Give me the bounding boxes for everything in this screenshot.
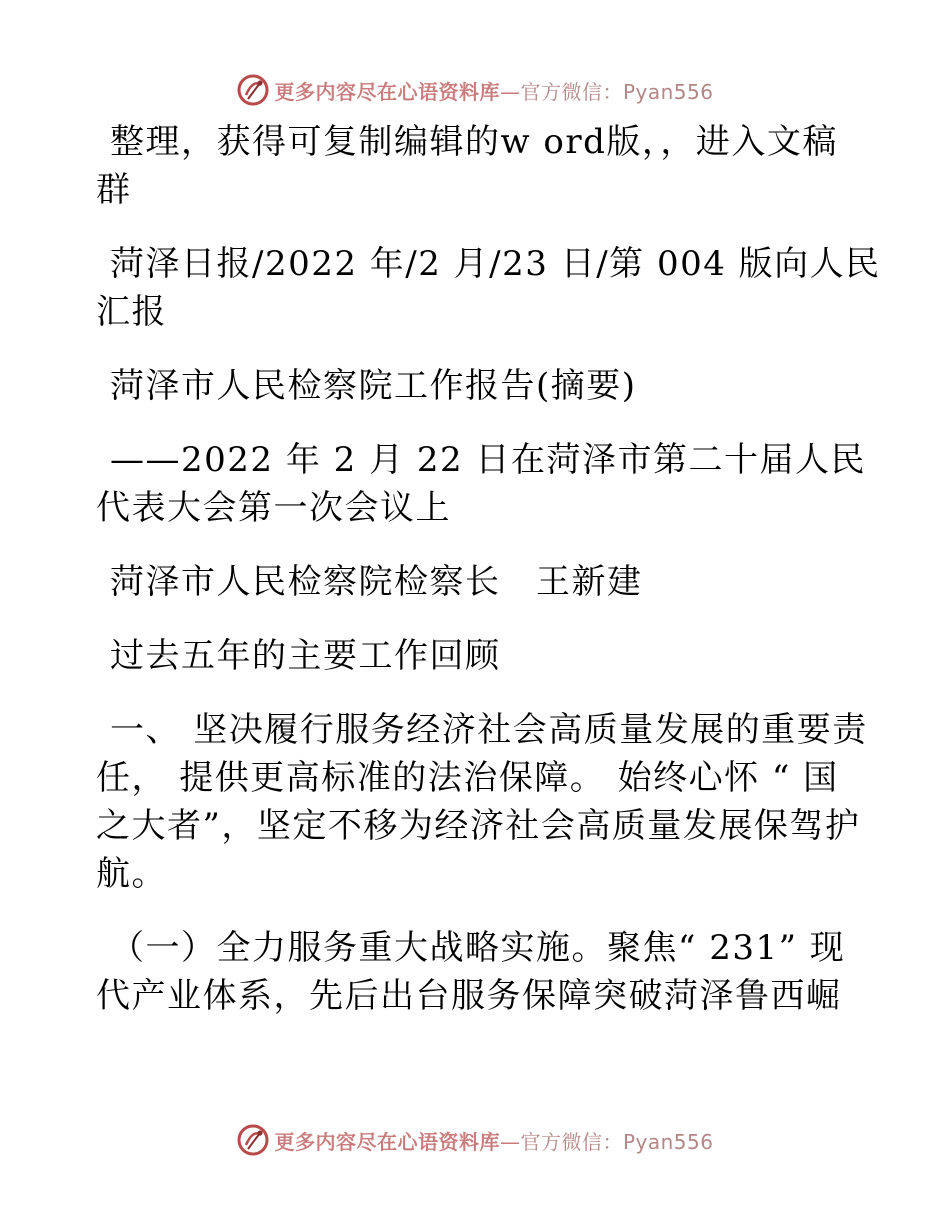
banner-wechat-text: 官方微信：Pyan556 [520,79,714,104]
text-line: 整理，获得可复制编辑的w ord版，，进入文稿 [110,122,838,162]
text-line: 代产业体系，先后出台服务保障突破菏泽鲁西崛 [96,976,842,1016]
banner-wechat-text: 官方微信：Pyan556 [520,1129,714,1154]
paragraph [96,240,881,336]
paragraph [96,706,868,898]
text-line: 航。 [96,854,167,894]
text-line: 过去五年的主要工作回顾 [110,636,501,676]
paragraph [96,924,856,1020]
paragraph [96,632,856,680]
text-line: 菏泽市人民检察院检察长 王新建 [110,562,643,602]
paragraph [96,558,856,606]
brand-logo-icon [236,1123,270,1157]
text-line: 菏泽日报/2022 年/2 月/23 日/第 004 版向人民 [110,244,881,284]
text-line: 汇报 [96,292,167,332]
text-line: 一、 坚决履行服务经济社会高质量发展的重要责 [110,710,868,750]
paragraph [96,436,866,532]
text-line: 群 [96,170,132,210]
brand-logo-icon [236,73,270,107]
text-line: 菏泽市人民检察院工作报告(摘要) [110,366,637,406]
text-line: 之大者”，坚定不移为经济社会高质量发展保驾护 [96,806,861,846]
text-line: 任， 提供更高标准的法治保障。 始终心怀 “ 国 [96,758,839,798]
text-line: （一）全力服务重大战略实施。聚焦“ 231” 现 [110,928,846,968]
header-banner [0,70,950,110]
banner-main-text: 更多内容尽在心语资料库 [274,79,500,104]
text-line: ——2022 年 2 月 22 日在菏泽市第二十届人民 [110,440,866,480]
text-line: 代表大会第一次会议上 [96,488,451,528]
banner-main-text: 更多内容尽在心语资料库 [274,1129,500,1154]
paragraph [96,118,856,214]
banner-separator: — [499,79,521,104]
banner-separator: — [499,1129,521,1154]
document-body [96,118,881,1046]
paragraph [96,362,856,410]
banner-text [274,1126,713,1155]
banner-text [274,76,713,105]
footer-banner [0,1120,950,1160]
